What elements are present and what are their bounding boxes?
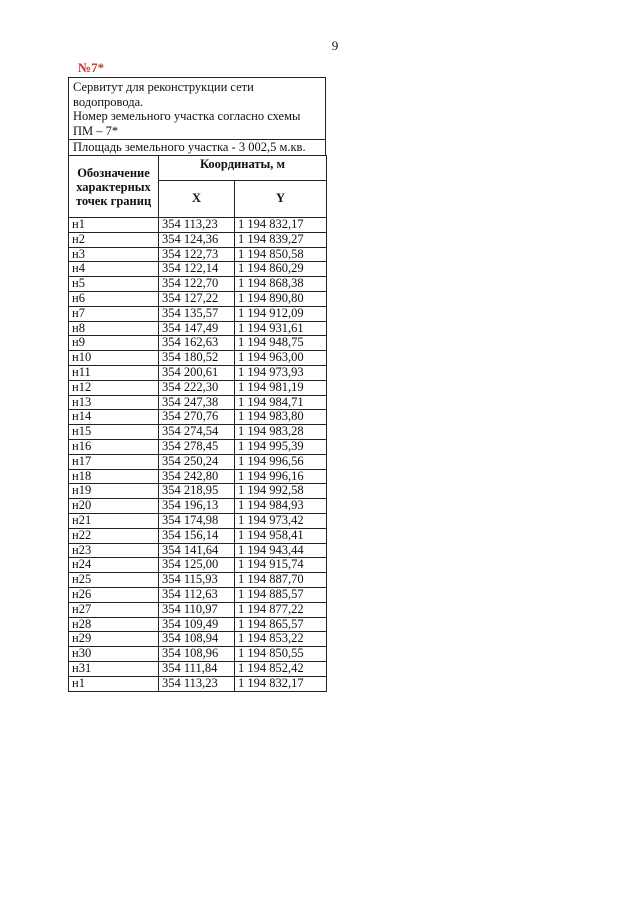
x-cell: 354 135,57 — [159, 306, 235, 321]
y-cell: 1 194 832,17 — [235, 218, 327, 233]
table-row — [69, 484, 327, 499]
table-row — [69, 661, 327, 676]
x-cell: 354 109,49 — [159, 617, 235, 632]
x-cell: 354 111,84 — [159, 661, 235, 676]
y-cell: 1 194 996,16 — [235, 469, 327, 484]
table-row — [69, 425, 327, 440]
point-cell: н3 — [69, 247, 159, 262]
x-cell: 354 156,14 — [159, 528, 235, 543]
y-cell: 1 194 963,00 — [235, 351, 327, 366]
x-cell: 354 141,64 — [159, 543, 235, 558]
table-row — [69, 277, 327, 292]
table-row — [69, 647, 327, 662]
point-cell: н31 — [69, 661, 159, 676]
point-cell: н28 — [69, 617, 159, 632]
table-row — [69, 602, 327, 617]
table-row — [69, 528, 327, 543]
x-cell: 354 122,73 — [159, 247, 235, 262]
coordinates-body — [69, 218, 327, 692]
coordinates-header: Координаты, м — [159, 156, 327, 181]
y-cell: 1 194 931,61 — [235, 321, 327, 336]
x-cell: 354 274,54 — [159, 425, 235, 440]
point-cell: н19 — [69, 484, 159, 499]
table-row — [69, 291, 327, 306]
y-cell: 1 194 839,27 — [235, 232, 327, 247]
x-cell: 354 113,23 — [159, 218, 235, 233]
plot-coordinates-table — [68, 77, 326, 692]
y-cell: 1 194 885,57 — [235, 587, 327, 602]
table-row — [69, 351, 327, 366]
purpose-line: водопровода. — [73, 94, 144, 109]
y-cell: 1 194 850,55 — [235, 647, 327, 662]
table-row — [69, 306, 327, 321]
x-cell: 354 222,30 — [159, 380, 235, 395]
table-row — [69, 617, 327, 632]
y-cell: 1 194 943,44 — [235, 543, 327, 558]
point-cell: н8 — [69, 321, 159, 336]
x-cell: 354 270,76 — [159, 410, 235, 425]
y-cell: 1 194 868,38 — [235, 277, 327, 292]
x-header: X — [159, 181, 235, 218]
table-row — [69, 380, 327, 395]
table-row — [69, 365, 327, 380]
table-row — [69, 232, 327, 247]
y-cell: 1 194 983,80 — [235, 410, 327, 425]
point-cell: н21 — [69, 513, 159, 528]
table-row — [69, 218, 327, 233]
y-cell: 1 194 915,74 — [235, 558, 327, 573]
point-cell: н5 — [69, 277, 159, 292]
y-cell: 1 194 852,42 — [235, 661, 327, 676]
point-cell: н27 — [69, 602, 159, 617]
point-cell: н9 — [69, 336, 159, 351]
table-row — [69, 558, 327, 573]
y-cell: 1 194 877,22 — [235, 602, 327, 617]
x-cell: 354 108,94 — [159, 632, 235, 647]
point-cell: н25 — [69, 573, 159, 588]
y-cell: 1 194 850,58 — [235, 247, 327, 262]
table-row — [69, 395, 327, 410]
point-cell: н24 — [69, 558, 159, 573]
table-header-row — [69, 156, 327, 181]
coordinates-table — [68, 155, 327, 692]
x-cell: 354 218,95 — [159, 484, 235, 499]
y-cell: 1 194 973,93 — [235, 365, 327, 380]
table-row — [69, 321, 327, 336]
purpose-line: Номер земельного участка согласно схемы — [73, 109, 301, 123]
y-cell: 1 194 983,28 — [235, 425, 327, 440]
x-cell: 354 122,70 — [159, 277, 235, 292]
table-row — [69, 247, 327, 262]
x-cell: 354 112,63 — [159, 587, 235, 602]
y-cell: 1 194 860,29 — [235, 262, 327, 277]
y-cell: 1 194 853,22 — [235, 632, 327, 647]
purpose-line: Сервитут для реконструкции сети — [73, 80, 254, 94]
point-cell: н17 — [69, 454, 159, 469]
point-cell: н13 — [69, 395, 159, 410]
x-cell: 354 110,97 — [159, 602, 235, 617]
point-cell: н1 — [69, 676, 159, 691]
page-number: 9 — [331, 38, 339, 53]
y-cell: 1 194 984,71 — [235, 395, 327, 410]
table-row — [69, 336, 327, 351]
y-cell: 1 194 948,75 — [235, 336, 327, 351]
y-cell: 1 194 992,58 — [235, 484, 327, 499]
point-cell: н16 — [69, 439, 159, 454]
point-cell: н1 — [69, 218, 159, 233]
point-cell: н23 — [69, 543, 159, 558]
table-row — [69, 632, 327, 647]
point-cell: н2 — [69, 232, 159, 247]
point-cell: н15 — [69, 425, 159, 440]
point-cell: н6 — [69, 291, 159, 306]
table-row — [69, 543, 327, 558]
point-cell: н12 — [69, 380, 159, 395]
x-cell: 354 127,22 — [159, 291, 235, 306]
x-cell: 354 242,80 — [159, 469, 235, 484]
table-row — [69, 513, 327, 528]
point-cell: н14 — [69, 410, 159, 425]
x-cell: 354 200,61 — [159, 365, 235, 380]
x-cell: 354 113,23 — [159, 676, 235, 691]
section-heading: №7* — [78, 60, 105, 75]
x-cell: 354 124,36 — [159, 232, 235, 247]
point-cell: н11 — [69, 365, 159, 380]
x-cell: 354 196,13 — [159, 499, 235, 514]
point-cell: н30 — [69, 647, 159, 662]
point-cell: н4 — [69, 262, 159, 277]
purpose-line: ПМ – 7* — [73, 123, 119, 138]
y-cell: 1 194 865,57 — [235, 617, 327, 632]
table-row — [69, 676, 327, 691]
y-cell: 1 194 832,17 — [235, 676, 327, 691]
plot-area: Площадь земельного участка - 3 002,5 м.кв. — [68, 139, 326, 155]
point-cell: н29 — [69, 632, 159, 647]
x-cell: 354 278,45 — [159, 439, 235, 454]
point-cell: н20 — [69, 499, 159, 514]
table-row — [69, 573, 327, 588]
table-row — [69, 410, 327, 425]
x-cell: 354 162,63 — [159, 336, 235, 351]
y-header: Y — [235, 181, 327, 218]
point-cell: н7 — [69, 306, 159, 321]
table-row — [69, 454, 327, 469]
point-cell: н26 — [69, 587, 159, 602]
x-cell: 354 250,24 — [159, 454, 235, 469]
table-row — [69, 499, 327, 514]
point-cell: н10 — [69, 351, 159, 366]
table-row — [69, 469, 327, 484]
table-row — [69, 587, 327, 602]
y-cell: 1 194 981,19 — [235, 380, 327, 395]
y-cell: 1 194 995,39 — [235, 439, 327, 454]
y-cell: 1 194 973,42 — [235, 513, 327, 528]
table-row — [69, 439, 327, 454]
x-cell: 354 122,14 — [159, 262, 235, 277]
y-cell: 1 194 887,70 — [235, 573, 327, 588]
plot-description — [68, 77, 326, 139]
designation-header: Обозначение характерных точек границ — [69, 156, 159, 218]
x-cell: 354 115,93 — [159, 573, 235, 588]
x-cell: 354 247,38 — [159, 395, 235, 410]
x-cell: 354 125,00 — [159, 558, 235, 573]
y-cell: 1 194 996,56 — [235, 454, 327, 469]
point-cell: н18 — [69, 469, 159, 484]
y-cell: 1 194 958,41 — [235, 528, 327, 543]
y-cell: 1 194 984,93 — [235, 499, 327, 514]
x-cell: 354 180,52 — [159, 351, 235, 366]
y-cell: 1 194 912,09 — [235, 306, 327, 321]
y-cell: 1 194 890,80 — [235, 291, 327, 306]
x-cell: 354 174,98 — [159, 513, 235, 528]
x-cell: 354 147,49 — [159, 321, 235, 336]
point-cell: н22 — [69, 528, 159, 543]
table-row — [69, 262, 327, 277]
x-cell: 354 108,96 — [159, 647, 235, 662]
